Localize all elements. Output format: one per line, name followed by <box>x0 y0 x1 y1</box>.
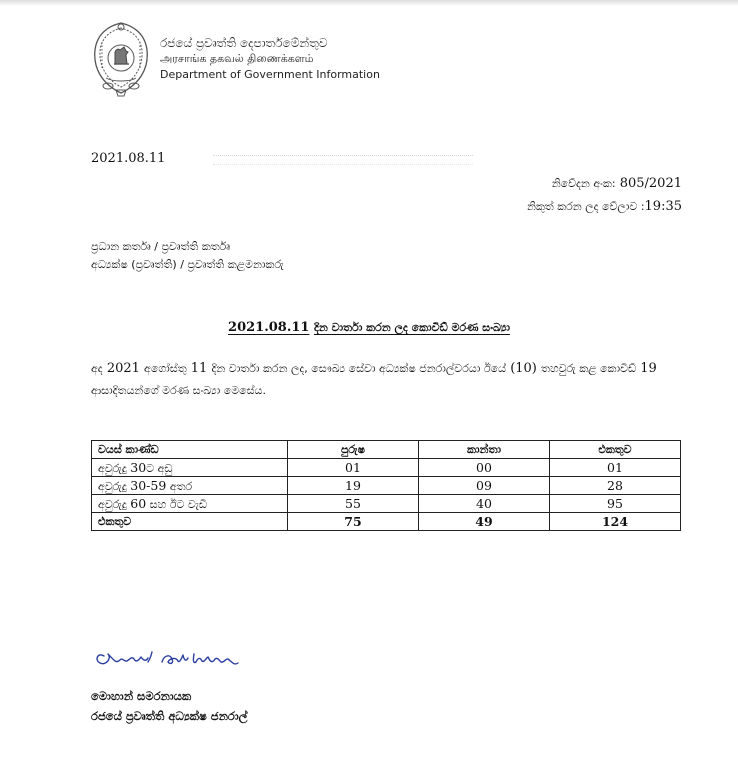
male-cell: 19 <box>288 477 419 495</box>
male-total-cell: 75 <box>288 513 419 531</box>
document-heading <box>0 320 738 335</box>
death-statistics-table <box>91 440 681 531</box>
age-group-suffix: සහ ඊට වැඩි <box>149 497 208 511</box>
header-age-group: වයස් කාණ්ඩ <box>92 441 288 459</box>
table-row <box>92 495 681 513</box>
age-group-cell <box>92 459 288 477</box>
table-row <box>92 459 681 477</box>
female-cell: 09 <box>419 477 550 495</box>
release-meta <box>527 172 682 218</box>
body-text: දින වාර්තා කරන ලද, සෞඛ්‍ය සේවා අධ්‍යක්ෂ ජනරාල්වරයා ඊයේ <box>211 362 507 375</box>
total-cell: 95 <box>550 495 681 513</box>
total-cell: 28 <box>550 477 681 495</box>
body-text: අගෝස්තු <box>144 362 187 375</box>
signer-title: රජයේ ප්‍රවෘත්ති අධ්‍යක්ෂ ජනරාල් <box>91 709 248 723</box>
male-cell: 55 <box>288 495 419 513</box>
age-group-value: 60 <box>130 495 147 511</box>
body-day: 11 <box>190 361 208 376</box>
page-top-shadow <box>0 0 738 6</box>
release-number-label: නිවේදන අංක: <box>551 177 616 190</box>
age-group-suffix: අතර <box>169 479 193 493</box>
signer-name: මොහාන් සමරනායක <box>91 689 192 703</box>
state-emblem-icon <box>88 20 154 98</box>
document-date: 2021.08.11 <box>91 151 166 166</box>
release-time-value: 19:35 <box>644 199 682 214</box>
department-name-english: Department of Government Information <box>160 68 380 81</box>
addressee-line: ප්‍රධාන කර්තෘ / ප්‍රවෘත්ති කර්තෘ <box>91 240 230 253</box>
body-year: 2021 <box>106 361 140 376</box>
heading-date: 2021.08.11 <box>228 320 310 335</box>
table-header-row <box>92 441 681 459</box>
release-number-line <box>527 172 682 195</box>
body-date-ref: (10) <box>510 361 537 376</box>
table-row <box>92 477 681 495</box>
header-female: කාන්තා <box>419 441 550 459</box>
age-group-value: 30-59 <box>130 477 167 493</box>
addressee-line: අධ්‍යක්ෂ (ප්‍රවෘත්ති) / ප්‍රවෘත්ති කළමනාකරු <box>91 258 284 271</box>
grand-total-cell: 124 <box>550 513 681 531</box>
body-text: අද <box>91 362 103 375</box>
age-group-prefix: අවුරුදු <box>98 461 127 475</box>
table-total-row <box>92 513 681 531</box>
release-time-label: නිකුත් කරන ලද වේලාව : <box>526 200 645 213</box>
total-label-cell: එකතුව <box>92 513 288 531</box>
male-cell: 01 <box>288 459 419 477</box>
addressee-block <box>91 238 284 274</box>
header-male: පුරුෂ <box>288 441 419 459</box>
release-time-line <box>527 195 682 218</box>
age-group-suffix: ට අඩු <box>146 461 173 475</box>
female-total-cell: 49 <box>419 513 550 531</box>
department-name-block <box>160 35 380 83</box>
body-covid-number: 19 <box>640 361 657 376</box>
release-number-value: 805/2021 <box>619 176 682 191</box>
department-name-tamil: அரசாங்க தகவல் திணைக்களம் <box>160 52 314 65</box>
department-name-sinhala: රජයේ ප්‍රවෘත්ති දෙපාර්තමේන්තුව <box>160 36 328 50</box>
body-text: ආසාදිතයන්ගේ මරණ සංඛ්‍යා මෙසේය. <box>91 384 266 397</box>
age-group-value: 30 <box>130 459 147 475</box>
age-group-prefix: අවුරුදු <box>98 497 127 511</box>
redaction-strip <box>213 155 473 165</box>
female-cell: 00 <box>419 459 550 477</box>
handwritten-signature <box>90 640 265 674</box>
age-group-prefix: අවුරුදු <box>98 479 127 493</box>
header-total: එකතුව <box>550 441 681 459</box>
total-cell: 01 <box>550 459 681 477</box>
body-text: තහවුරු කළ කොවිඩ් <box>541 362 637 375</box>
age-group-cell <box>92 495 288 513</box>
age-group-cell <box>92 477 288 495</box>
body-paragraph <box>91 358 691 402</box>
signer-block <box>91 686 247 726</box>
heading-title: දින වාර්තා කරන ලද කොවිඩ් මරණ සංඛ්‍යා <box>313 321 510 334</box>
female-cell: 40 <box>419 495 550 513</box>
